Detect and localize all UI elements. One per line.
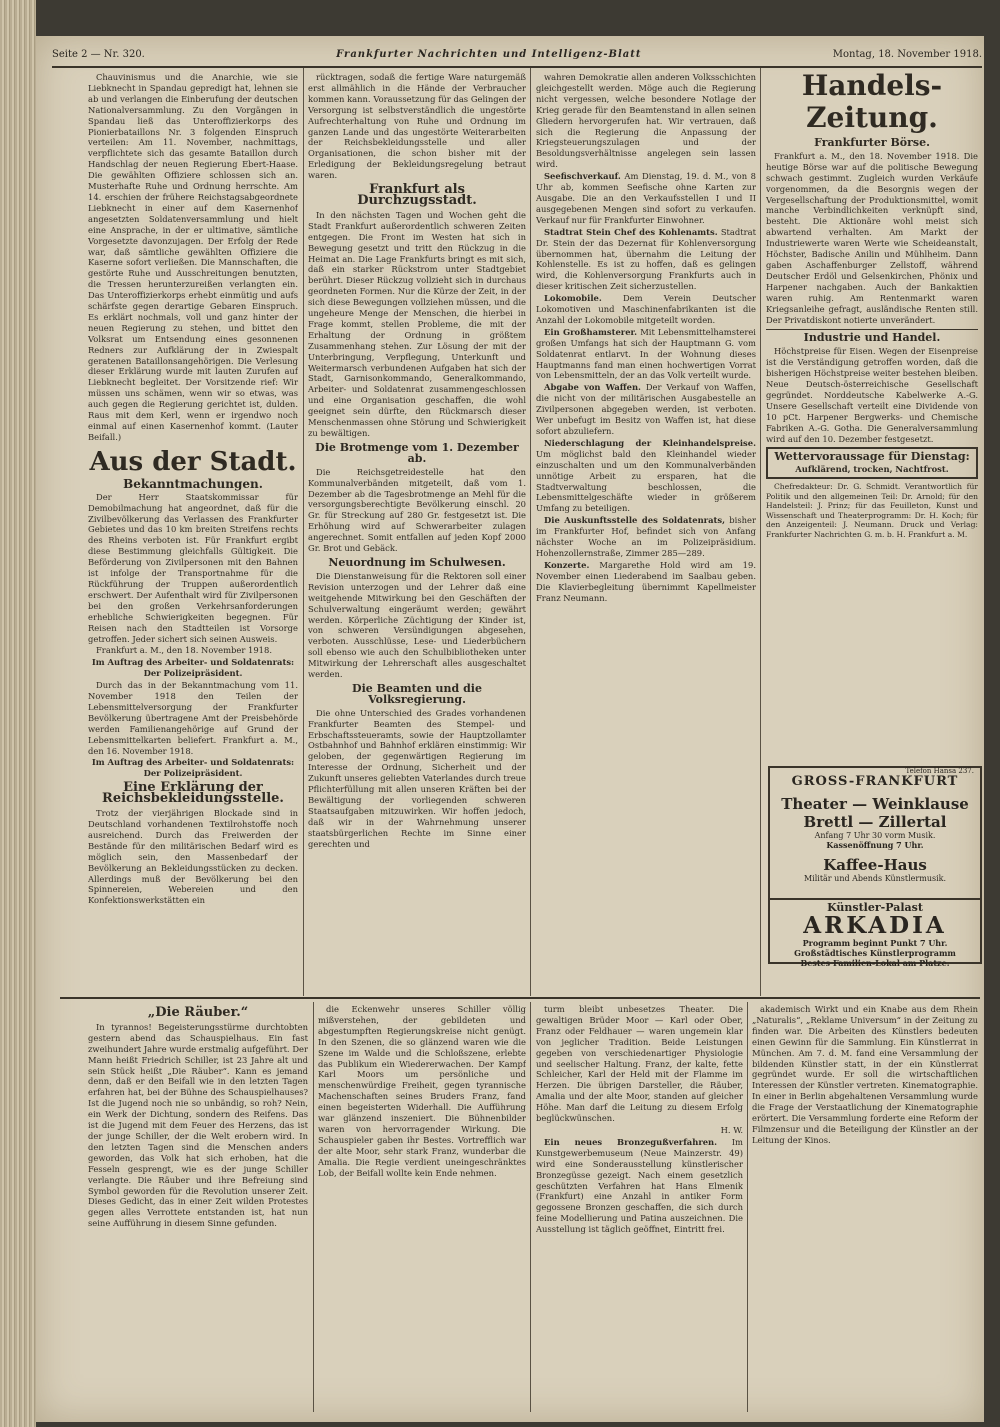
item-title: Konzerte. (544, 559, 590, 570)
item-title: Stadtrat Stein Chef des Kohlenamts. (544, 226, 718, 237)
weather-box (766, 447, 978, 479)
news-item (536, 1137, 743, 1235)
review-text: In tyrannos! Begeisterungsstürme durchtobten gestern abend das Schauspielhaus. Ein fast zweihundert Jahre wurde erstmalig aufgeführt. Der Mann heißt Friedrich Schiller, ist 23 Jahre alt und sein Stück heißt „Die Räuber“. Kann es jemand denn, daß er den Beifall wie in den letzten Tagen erfahren hat, bei der Bühne des Schauspielhauses? Ist die Jugend noch nie so unbändig, so roh? Nein, ein Werk der Dichtung, sondern des Reifens. Das ist die Jugend mit dem Feuer des Herzens, das ist der junge Schiller, der die Welt erobern wird. In den letzten Tagen sind die Menschen anders geworden, das Volk hat sich erhoben, hat die Fesseln gesprengt, wie es der junge Schiller verlangte. Die Räuber und ihre Befreiung sind Symbol geworden für die Revolution unserer Zeit. Dieses Gedicht, das in einer Zeit wilden Protestes gegen alles Verrottete entstanden ist, hat nun seine Aufführung in diesem Sinne gefunden. (88, 1021, 308, 1229)
newspaper-name: Frankfurter Nachrichten und Intelligenz-Blatt (336, 48, 642, 60)
issue-date: Montag, 18. November 1918. (832, 48, 982, 60)
news-item (536, 560, 756, 604)
advert-line: Militär und Abends Künstlermusik. (803, 874, 947, 883)
feuilleton-col-3 (536, 1004, 743, 1414)
advert-line: Großstädtisches Künstlerprogramm (794, 948, 956, 958)
article-text: akademisch Wirkt und ein Knabe aus dem Rhein „Naturalis“, „Reklame Universum“ in der Zeitung zu finden war. Die Arbeiten des Künstlers bedeuten einen Gewinn für die Sammlung. Ein Künstlerrat in München. Am 7. d. M. fand eine Versammlung der bildenden Künstler statt, in der ein Künstlerrat gegründet wurde. Er soll die wirtschaftlichen Interessen der Künstler vertreten. Kinematographie. In einer in Berlin abgehaltenen Versammlung wurde die Frage der Verstaatlichung der Kinematographie erörtert. Die Versammlung forderte eine Reform der Filmzensur und die Beteiligung der Künstler an der Leitung der Kinos. (752, 1004, 978, 1145)
news-item (536, 438, 756, 514)
column-rule (760, 68, 761, 996)
column-4-handel (766, 70, 978, 764)
beamten-text: Die ohne Unterschied des Grades vorhandenen Frankfurter Beamten des Stempel- und Erbschaftssteueramts, sowie der Hauptzollamter Ostbahnhof und Bahnhof erklären einstimmig: Wir geloben, der gegenwärtigen Regierung im Interesse der Ordnung, Sicherheit und der Zukunft unseres geliebten Vaterlandes durch treue Pflichterfüllung mit allen unseren Kräften bei der Bewältigung der vorliegenden schweren Staatsaufgaben mitzuwirken. Wir hoffen jedoch, daß wir in der Wahrnehmung unserer staatsbürgerlichen Rechte im Sinne einer gerechten und (308, 707, 526, 849)
section-rule (60, 997, 980, 999)
review-text: turm bleibt unbesetzes Theater. Die gewaltigen Brüder Moor — Karl oder Ober, Franz oder Feldhauer — waren ungemein klar von jeglicher Tradition. Beide Leistungen gegeben von verschiedenartiger Physiologie und seelischer Haltung. Franz, der kalte, fette Schleicher, Karl der Held mit der Flamme im Herzen. Die übrigen Darsteller, die Räuber, Amalia und der alte Moor, standen auf gleicher Höhe. Man darf die Leitung zu diesem Erfolg beglückwünschen. (536, 1004, 743, 1124)
book-binding-edge (0, 0, 36, 1427)
heading-boerse: Frankfurter Börse. (814, 136, 930, 149)
advert-line: Programm beginnt Punkt 7 Uhr. (802, 938, 948, 948)
heading-raeuber: „Die Räuber.“ (147, 1005, 249, 1020)
advert-gross-frankfurt (768, 766, 982, 900)
signature-authority-2: Im Auftrag des Arbeiter- und Soldatenrats: Der Polizeipräsident. (91, 757, 295, 779)
heading-durchzugsstadt: Frankfurt als Durchzugsstadt. (357, 182, 477, 208)
advert-name: GROSS-FRANKFURT (791, 774, 959, 789)
column-rule (303, 68, 304, 996)
item-title: Die Auskunftsstelle des Soldatenrats, (544, 515, 726, 526)
column-rule (313, 1002, 314, 1412)
column-3 (536, 72, 756, 994)
review-text: die Eckenwehr unseres Schiller völlig mißverstehen, der gebildeten und abgestumpften Regierungskreise nicht genügt. In den Szenen, die so glänzend waren wie die Szene im Walde und die Schloßszene, erlebte das Publikum ein Wiedererwachen. Der Kampf Karl Moors um persönliche und menschenwürdige Freiheit, gegen tyrannische Machenschaften seines Bruders Franz, fand einen begeisterten Widerhall. Die Aufführung war glänzend inszeniert. Die Bühnenbilder waren von hervorragender Wirkung. Die Schauspieler gaben ihr Bestes. Vortrefflich war der alte Moor, sehr stark Franz, wunderbar die Amalia. Die Regie verdient uneingeschränktes Lob, der Beifall wollte kein Ende nehmen. (318, 1004, 526, 1178)
column-rule (530, 68, 531, 996)
advert-line: Künstler-Palast (827, 901, 923, 914)
item-text: Am Dienstag, 19. d. M., von 8 Uhr ab, kommen Seefische ohne Karten zur Ausgabe. Die an den Verkaufsstellen I und II ausgegebenen Mengen sind sofort zu verkaufen. Verkauf nur für Frankfurter Einwohner. (536, 171, 756, 225)
handels-zeitung-title: Handels-Zeitung. (801, 70, 943, 134)
durchzugsstadt-text: In den nächsten Tagen und Wochen geht die Stadt Frankfurt außerordentlich schweren Zeiten entgegen. Die Front im Westen hat sich in Bewegung gesetzt und tritt den Rückzug in die Heimat an. Die Lage Frankfurts bringt es mit sich, daß ein starker Rückstrom unter Stadtgebiet berührt. Dieser Rückzug vollzieht sich in durchaus geordneten Formen. Nur die Kürze der Zeit, in der sich diese Bewegungen vollziehen müssen, und die ungeheure Menge der Menschen, die hierbei in Frage kommt, stellen Probleme, die mit der Erhaltung der Ordnung in größtem Zusammenhang stehen. Zur Lösung der mit der Unterbringung, Verpflegung, Unterkunft und Weitermarsch verbundenen Aufgaben hat sich der Stadt, Garnisonkommando, Generalkommando, Arbeiter- und Soldatenrat zusammengeschlossen und eine Organisation geschaffen, die wohl geeignet sein dürfte, den Rückmarsch dieser Menschenmassen ohne Störung und Schwierigkeit zu bewältigen. (308, 209, 526, 438)
signature-date: Frankfurt a. M., den 18. November 1918. (96, 645, 272, 656)
industrie-text: Höchstpreise für Eisen. Wegen der Eisenpreise ist die Verständigung getroffen worden, daß die bisherigen Höchstpreise weiter bestehen bleiben. Neue Deutsch-österreichische Gesellschaft gegründet. Norddeutsche Kabelwerke A.-G. Unsere Gesellschaft verteilt eine Dividende von 10 pCt. Harpener Bergwerks- und Chemische Fabriken A.-G. Gotha. Die Generalversammlung wird auf den 10. Dezember festgesetzt. (766, 346, 978, 444)
column-1 (88, 72, 298, 994)
page-number: Seite 2 — Nr. 320. (52, 48, 145, 60)
news-item (536, 382, 756, 437)
bekanntmachung-text: Der Herr Staatskommissar für Demobilmachung hat angeordnet, daß für die Zivilbevölkerung das Verlassen des Frankfurter Gebietes und das 10 km breiten Streifens rechts des Rheins verboten ist. Für Frankfurt ergibt diese Bestimmung gleichfalls Gültigkeit. Die Beförderung von Zivilpersonen mit den Bahnen ist infolge der Transportnahme für die Rückführung der Truppen außerordentlich erschwert. Der Aufenthalt wird für Zivilpersonen bei den großen Verkehrsanforderungen erhebliche Schwierigkeiten begegnen. Für Reisen nach den Stadtteilen ist Vorsorge getroffen. Jeder sichert sich seinen Ausweis. (88, 491, 298, 644)
heading-beamten: Die Beamten und die Volksregierung. (352, 681, 482, 706)
advert-name: ARKADIA (803, 912, 947, 939)
heading-erklaerung: Eine Erklärung der Reichsbekleidungsstelle. (102, 780, 284, 807)
feuilleton-col-1 (88, 1004, 308, 1414)
erklaerung-text: Trotz der vierjährigen Blockade sind in Deutschland vorhandenen Textilrohstoffe noch ausreichend. Durch das Freiwerden der Bestände für den militärischen Bedarf wird es möglich sein, den Massenbedarf der Bevölkerung an Bekleidungsstücken zu decken. Allerdings muß der Bevölkerung bei den Spinnereien, Webereien und den Konfektionswerkstätten ein (88, 808, 298, 906)
news-item (536, 171, 756, 226)
item-text: Stadtrat Dr. Stein der das Dezernat für Kohlenversorgung übernommen hat, übernahm die Leitung der Kohlenstelle. Es ist zu hoffen, daß es gelingen wird, die Kohlenversorgung Frankfurts auch in dieser kritischen Zeit sicherzustellen. (536, 226, 756, 292)
advert-arkadia (768, 898, 982, 968)
feuilleton-col-4 (752, 1004, 978, 1414)
advert-line: Brettl — Zillertal (803, 813, 947, 831)
advert-line: Bestes Familien-Lokal am Platze. (800, 958, 950, 968)
item-text: Im Kunstgewerbemuseum (Neue Mainzerstr. 49) wird eine Sonderausstellung künstlerischer Bronzegüsse gezeigt. Nach einem gesetzlich geschützten Verfahren hat Hans Elmenik (Frankfurt) eine Anzahl in antiker Form gegossene Bronzen geschaffen, die sich durch feine Modellierung und Patina auszeichnen. Die Ausstellung ist täglich geöffnet, Eintritt frei. (536, 1136, 743, 1235)
bekanntmachung-2: Durch das in der Bekanntmachung vom 11. November 1918 den Teilen der Lebensmittelversorgung der Frankfurter Bevölkerung übertragene Amt der Preisbehörde werden Familienangehörige auf Grund der Lebensmittelkarten beliefert. Frankfurt a. M., den 16. November 1918. (88, 680, 298, 756)
article-continuation: rücktragen, sodaß die fertige Ware naturgemäß erst allmählich in die Hände der Verbraucher kommen kann. Voraussetzung für das Gelingen der Versorgung ist selbstverständlich die ungestörte Aufrechterhaltung von Ruhe und Ordnung im ganzen Lande und das ungestörte Weiterarbeiten der Reichsbekleidungsstelle und aller Organisationen, die schon bisher mit der Erledigung der Bekleidungsregelung betraut waren. (308, 72, 526, 181)
section-title: Aus der Stadt. (89, 446, 297, 477)
item-text: Der Verkauf von Waffen, die nicht von der militärischen Ausgabestelle an Zivilpersonen abgegeben werden, ist verboten. Wer unbefugt im Besitz von Waffen ist, hat diese sofort abzuliefern. (536, 382, 756, 436)
item-text: Margarethe Hold wird am 19. November einen Liederabend im Saalbau geben. Die Klavierbegleitung übernimmt Kapellmeister Franz Neumann. (536, 559, 756, 603)
feuilleton-col-2 (318, 1004, 526, 1414)
column-rule (747, 1002, 748, 1412)
heading-industrie: Industrie und Handel. (766, 329, 978, 344)
review-signature: H. W. (720, 1124, 743, 1135)
item-text: bisher im Frankfurter Hof, befindet sich von Anfang nächster Woche an im Polizeipräsidium. Hohenzollernstraße, Zimmer 285—289. (536, 515, 756, 558)
advert-line: Anfang 7 Uhr 30 vorm Musik. (814, 831, 936, 840)
page-header (52, 42, 982, 68)
item-title: Niederschlagung der Kleinhandelspreise. (544, 437, 756, 448)
brotmenge-text: Die Reichsgetreidestelle hat den Kommunalverbänden mitgeteilt, daß vom 1. Dezember ab die Tagesbrotmenge an Mehl für die versorgungsberechtigte Bevölkerung einschl. 20 Gr. für Streckung auf 280 Gr. festgesetzt ist. Die Erhöhung wird auf Schwerarbeiter zulagen angerechnet. Somit entfallen auf jeden Kopf 2000 Gr. Brot und Gebäck. (308, 466, 526, 554)
heading-bekanntmachungen: Bekanntmachungen. (123, 476, 263, 491)
advert-telephone: Telefon Hansa 237. (905, 767, 974, 775)
item-text: Dem Verein Deutscher Lokomotiven und Maschinenfabrikanten ist die Anzahl der Lokomobile mitgeteilt worden. (536, 293, 756, 325)
news-item (536, 327, 756, 382)
article-continuation: wahren Demokratie allen anderen Volksschichten gleichgestellt werden. Möge auch die Regierung nicht vergessen, welche besondere Notlage der Krieg gerade für den Beamtenstand in allen seinen Gliedern hervorgerufen hat. Wir vertrauen, daß sich die Regierung die Anpassung der Kriegsteuerungszulagen und der Besoldungsverhältnisse angelegen sein lassen wird. (536, 72, 756, 170)
item-text: Mit Lebensmittelhamsterei großen Umfangs hat sich der Hauptmann G. vom Soldatenrat entlarvt. In der Wohnung dieses Hauptmanns fand man einen hochwertigen Vorrat von Lebensmitteln, der an das Volk verteilt wurde. (536, 326, 756, 381)
news-item (536, 227, 756, 292)
heading-schulwesen: Neuordnung im Schulwesen. (328, 555, 506, 569)
heading-brotmenge: Die Brotmenge vom 1. Dezember ab. (315, 440, 519, 465)
signature-authority: Im Auftrag des Arbeiter- und Soldatenrats: Der Polizeipräsident. (91, 657, 295, 679)
item-title: Abgabe von Waffen. (544, 382, 641, 393)
column-2 (308, 72, 526, 994)
item-title: Lokomobile. (544, 293, 602, 304)
schulwesen-text: Die Dienstanweisung für die Rektoren soll einer Revision unterzogen und der Lehrer daß eine weitgehende Mitwirkung bei den Geschäften der Schulverwaltung eingeräumt werden; gewährt werden. Körperliche Züchtigung der Kinder ist, von schweren Versündigungen abgesehen, verboten. Ausschlüsse, Lese- und Liederbüchern soll ebenso wie auch den Schulbibliotheken unter Mitwirkung der Lehrerschaft alles ausgeschaltet werden. (308, 570, 526, 680)
article-intro: Chauvinismus und die Anarchie, wie sie Liebknecht in Spandau gepredigt hat, lehnen sie ab und verlangen die Einberufung der deutschen Nationalversammlung. Zu den Vorgängen in Spandau ließ das Unteroffizierkorps des Pionierbataillons Nr. 3 folgenden Einspruch verteilen: Am 11. November, nachmittags, verpflichtete sich das gesamte Bataillon durch Handschlag der neuen Regierung Ebert-Haase. Die gewählten Offiziere schlossen sich an. Musterhafte Ruhe und Ordnung herrschte. Am 14. erschien der frühere Reichstagsabgeordnete Liebknecht in einer auf dem Kasernenhof angesetzten Soldatenversammlung und hielt eine Ansprache, in der er ultimative, sämtliche Vorgesetzte davonzujagen. Der Erfolg der Rede war, daß sämtliche gewählten Offiziere die Kaserne sofort verließen. Die Mannschaften, die gestörte Ruhe und Ausschreitungen benutzten, die Tressen herunterzureißen verlangten ein. Das Unteroffizierkorps erhebt einmütig und aufs schärfste gegen derartige Gebaren Einspruch. Es erklärt nochmals, voll und ganz hinter der neuen Regierung zu stehen, und bittet den Volksrat um Entsendung eines gesonnenen Redners zur Aufklärung der in Zwiespalt geratenen Bataillonsangehörigen. Die Verlesung dieser Erklärung wurde mit lauten Zurufen auf Liebknecht begleitet. Der Vorsitzende rief: Wir müssen uns schämen, wenn wir so etwas, was auch gegen die Regierung gerichtet ist, dulden. Raus mit dem Kerl, wenn er irgendwo noch einmal auf einen Kasernenhof kommt. (Lauter Beifall.) (88, 72, 298, 442)
column-rule (530, 1002, 531, 1412)
news-item (536, 515, 756, 559)
imprint: Chefredakteur: Dr. G. Schmidt. Verantwortlich für Politik und den allgemeinen Teil: Dr. Arnold; für den Handelsteil: J. Prinz; für das Feuilleton, Kunst und Wissenschaft und Theaterprogramm: Dr. H. Koch; für den Anzeigenteil: J. Neumann. Druck und Verlag: Frankfurter Nachrichten G. m. b. H. Frankfurt a. M. (766, 482, 978, 539)
item-title: Ein Großhamsterer. (544, 326, 638, 337)
news-item (536, 293, 756, 326)
item-title: Ein neues Bronzegußverfahren. (544, 1136, 718, 1147)
advert-line: Theater — Weinklause (781, 795, 969, 813)
item-title: Seefischverkauf. (544, 171, 621, 182)
advert-line: Kaffee-Haus (823, 856, 927, 874)
boerse-text: Frankfurt a. M., den 18. November 1918. Die heutige Börse war auf die politische Bewegung schwach gestimmt. Zugleich wurden Verkäufe vorgenommen, da die Besorgnis wegen der Vergesellschaftung der Produktionsmittel, womit manche Verbindlichkeiten verknüpft sind, besteht. Die Aktionäre wohl meist sich abwartend verhalten. Am Markt der Industriewerte waren Werte wie Scheideanstalt, Höchster, Badische Anilin und Mühlheim. Dann gaben Aschaffenburger Zellstoff, während Deutscher Erdöl und Gelsenkirchen, Phönix und Harpener nachgaben. Auch der Bankaktien waren ruhig. Am Rentenmarkt waren Kriegsanleihe gefragt, ausländische Renten still. Der Privatdiskont notierte unverändert. (766, 150, 978, 325)
weather-forecast: Aufklärend, trocken, Nachtfrost. (795, 464, 949, 475)
item-text: Um möglichst bald den Kleinhandel wieder einzuschalten und um den Kommunalverbänden unnötige Arbeit zu ersparen, hat die Stadtverwaltung beschlossen, die Lebensmittelgeschäfte wieder in größerem Umfang zu beteiligen. (536, 448, 756, 514)
advert-line: Kassenöffnung 7 Uhr. (826, 840, 924, 850)
weather-title: Wettervoraussage für Dienstag: (774, 450, 970, 464)
